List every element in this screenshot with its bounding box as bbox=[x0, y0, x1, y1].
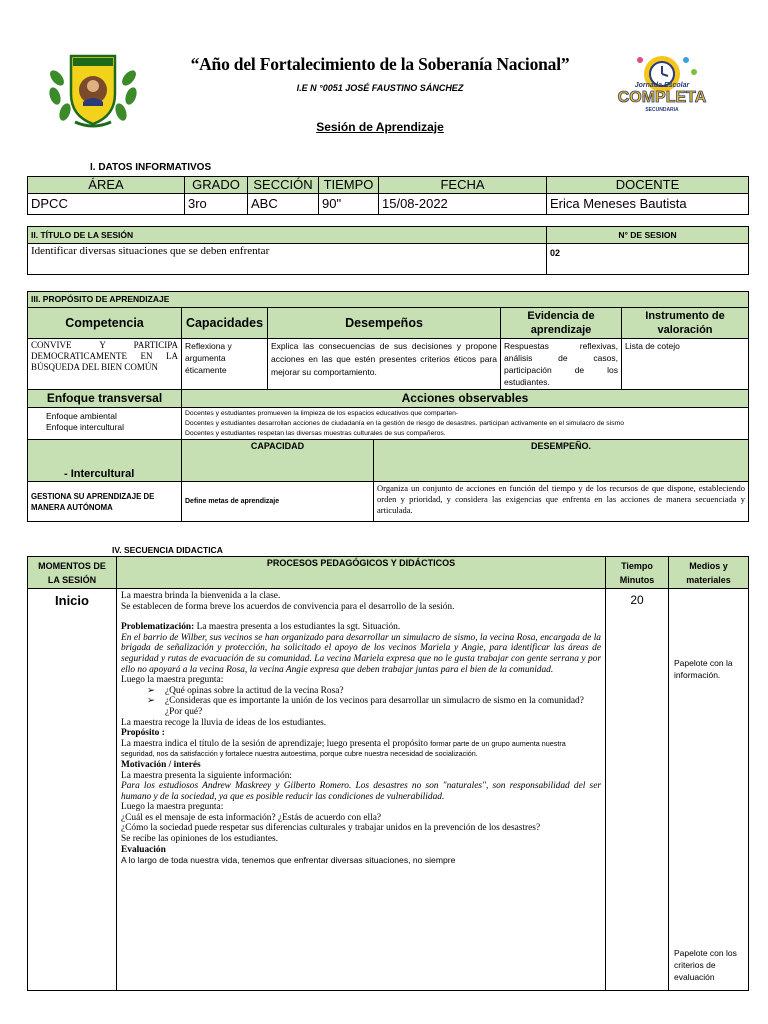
arrow-bullet-icon: ➢ bbox=[147, 685, 155, 696]
col-tiempo: TIEMPO bbox=[319, 177, 379, 194]
capacidad-label: CAPACIDAD bbox=[182, 440, 374, 482]
situacion-text: En el barrio de Wilber, sus vecinos se han organizado para desarrollar un simulacro de sismo, la vecina Rosa, encargada de la brigada de señalización y protección, ha solicitado el apoyo de los vecinos Mariela y Angie, para identificar las áreas de seguridad y rutas de evacuación de su comunidad. La vecina Mariela expresa que no le gusta trabajar con gente serrana y por ello no apoyará a la vecina Rosa, la vecina Angie expresa que deben trabajar juntas para el bien de la comunidad. bbox=[121, 632, 601, 675]
col-fecha: FECHA bbox=[379, 177, 547, 194]
val-tiempo: 90" bbox=[319, 194, 379, 215]
school-crest-logo bbox=[45, 46, 141, 130]
secuencia-table bbox=[27, 556, 749, 991]
proposito-text-b: formar parte de un grupo aumenta nuestra seguridad, nos da satisfacción y fortalece nuestra autoestima, porque cubre nuestra necesidad de socialización. bbox=[121, 738, 566, 759]
recoge-ideas: La maestra recoge la lluvia de ideas de los estudiantes. bbox=[121, 717, 327, 728]
titulo-label: II. TÍTULO DE LA SESIÓN bbox=[28, 227, 547, 244]
enfoque-ambiental: Enfoque ambiental bbox=[46, 411, 117, 421]
col-docente: DOCENTE bbox=[547, 177, 749, 194]
problematizacion-label: Problematización: bbox=[121, 622, 195, 633]
intercultural-label: - Intercultural bbox=[28, 440, 182, 482]
desempeno-label: DESEMPEÑO. bbox=[374, 440, 749, 482]
evaluacion-label: Evaluación bbox=[121, 844, 166, 855]
medio-papelote-criterios: Papelote con los criterios de evaluación bbox=[674, 948, 737, 982]
proposito-text-a: La maestra indica el título de la sesión de aprendizaje; luego presenta el propósito bbox=[121, 738, 431, 749]
col-competencia: Competencia bbox=[28, 308, 182, 339]
momento-inicio: Inicio bbox=[28, 589, 117, 991]
acuerdos: Se establecen de forma breve los acuerdos de convivencia para el desarrollo de la sesión. bbox=[121, 601, 455, 612]
col-momentos: MOMENTOS DE LA SESIÓN bbox=[28, 557, 117, 589]
col-medios: Medios y materiales bbox=[669, 557, 749, 589]
logo-text-line1: Jornada Escolar bbox=[634, 82, 690, 89]
pregunta-item-2 bbox=[121, 696, 601, 717]
val-fecha: 15/08-2022 bbox=[379, 194, 547, 215]
acciones-observables-label: Acciones observables bbox=[182, 390, 749, 408]
motivacion-label: Motivación / interés bbox=[121, 759, 201, 770]
arrow-bullet-icon: ➢ bbox=[147, 696, 155, 707]
col-capacidades: Capacidades bbox=[182, 308, 268, 339]
enfoque-intercultural: Enfoque intercultural bbox=[46, 422, 124, 432]
instrumento-text: Lista de cotejo bbox=[622, 339, 749, 390]
num-sesion-value: 02 bbox=[547, 244, 749, 275]
pregunta-intro: Luego la maestra pregunta: bbox=[121, 675, 224, 686]
col-instrumento: Instrumento de valoración bbox=[622, 308, 749, 339]
accion-1: Docentes y estudiantes promueven la limpieza de los espacios educativos que comparten- bbox=[185, 410, 459, 417]
titulo-text: Identificar diversas situaciones que se deben enfrentar bbox=[28, 244, 547, 275]
val-seccion: ABC bbox=[248, 194, 319, 215]
pregunta-text-2: ¿Consideras que es importante la unión de los vecinos para desarrollar un simulacro de sismo en la comunidad? ¿Por qué? bbox=[165, 696, 584, 717]
competencia-text: CONVIVE Y PARTICIPA DEMOCRATICAMENTE EN LA BÚSQUEDA DEL BIEN COMÚN bbox=[28, 339, 182, 390]
cita-text: Para los estudiosos Andrew Maskreey y Gilberto Romero. Los desastres no son "naturales", son responsabilidad del ser humano y de la sociedad, ya que es posible reducir las condiciones de vulnerabilidad. bbox=[121, 781, 601, 802]
recibe-opiniones: Se recibe las opiniones de los estudiantes. bbox=[121, 834, 278, 845]
session-title: Sesión de Aprendizaje bbox=[316, 120, 444, 134]
col-procesos: PROCESOS PEDAGÓGICOS Y DIDÁCTICOS bbox=[117, 557, 606, 589]
titulo-table bbox=[27, 226, 749, 275]
pregunta-mensaje: ¿Cuál es el mensaje de esta información? ¿Estás de acuerdo con ella? bbox=[121, 812, 382, 823]
col-grado: GRADO bbox=[185, 177, 248, 194]
evaluacion-text: A lo largo de toda nuestra vida, tenemos que enfrentar diversas situaciones, no siempre bbox=[121, 855, 456, 866]
val-grado: 3ro bbox=[185, 194, 248, 215]
col-area: ÁREA bbox=[28, 177, 185, 194]
define-metas: Define metas de aprendizaje bbox=[182, 482, 374, 522]
motivacion-intro: La maestra presenta la siguiente información: bbox=[121, 770, 293, 781]
pregunta-text-1: ¿Qué opinas sobre la actitud de la vecina Rosa? bbox=[165, 685, 344, 696]
medio-papelote-informacion: Papelote con la información. bbox=[674, 658, 733, 680]
val-area: DPCC bbox=[28, 194, 185, 215]
bienvenida: La maestra brinda la bienvenida a la clase. bbox=[121, 591, 281, 601]
secuencia-heading: IV. SECUENCIA DIDACTICA bbox=[112, 545, 223, 555]
proposito-text bbox=[121, 739, 601, 760]
proposito-table bbox=[27, 291, 749, 441]
proposito-label: Propósito : bbox=[121, 728, 165, 739]
datos-heading: I. DATOS INFORMATIVOS bbox=[90, 162, 212, 173]
proposito-heading: III. PROPÓSITO DE APRENDIZAJE bbox=[28, 292, 749, 308]
jornada-escolar-completa-logo bbox=[612, 52, 712, 120]
luego-pregunta: Luego la maestra pregunta: bbox=[121, 802, 224, 813]
logo-text-line2: COMPLETA bbox=[617, 89, 707, 106]
problematizacion-text: La maestra presenta a los estudiantes la sgt. Situación. bbox=[194, 622, 401, 633]
tiempo-inicio: 20 bbox=[606, 589, 669, 991]
col-seccion: SECCIÓN bbox=[248, 177, 319, 194]
organiza-desempeno: Organiza un conjunto de acciones en función del tiempo y de los recursos de que dispone, estableciendo orden y prioridad, y considera las exigencias que enfrenta en las acciones de manera secuenciada y articulada. bbox=[374, 482, 749, 522]
pregunta-item-1 bbox=[121, 686, 601, 697]
col-desempenos: Desempeños bbox=[268, 308, 501, 339]
datos-table bbox=[27, 176, 749, 215]
motto-heading: “Año del Fortalecimiento de la Soberanía Nacional” bbox=[190, 54, 570, 74]
school-name: I.E N °0051 JOSÉ FAUSTINO SÁNCHEZ bbox=[296, 83, 464, 93]
pregunta-sociedad: ¿Cómo la sociedad puede respetar sus diferencias culturales y trabajar unidos en la prevención de los desastres? bbox=[121, 823, 541, 834]
col-tiempo-min: Tiempo Minutos bbox=[606, 557, 669, 589]
logo-text-line3: SECUNDARIA bbox=[645, 107, 679, 113]
gestiona-competencia: GESTIONA SU APRENDIZAJE DE MANERA AUTÓNOMA bbox=[28, 482, 182, 522]
capacidad-table bbox=[27, 439, 749, 522]
col-evidencia: Evidencia de aprendizaje bbox=[501, 308, 622, 339]
accion-3: Docentes y estudiantes respetan las diversas muestras culturales de sus compañeros. bbox=[185, 430, 446, 437]
problematizacion bbox=[121, 622, 601, 633]
capacidades-text: Reflexiona y argumenta éticamente bbox=[182, 339, 268, 390]
num-sesion-label: N° DE SESION bbox=[547, 227, 749, 244]
evidencia-text: Respuestas reflexivas, análisis de casos, participación de los estudiantes. bbox=[501, 339, 622, 390]
enfoque-transversal-label: Enfoque transversal bbox=[28, 390, 182, 408]
accion-2: Docentes y estudiantes desarrollan acciones de ciudadanía en la gestión de riesgo de desastres. participan activamente en el simulacro de sismo bbox=[185, 420, 625, 427]
val-docente: Erica Meneses Bautista bbox=[547, 194, 749, 215]
desempenos-text: Explica las consecuencias de sus decisiones y propone acciones en las que estén presentes criterios éticos para mejorar su comportamiento. bbox=[268, 339, 501, 390]
